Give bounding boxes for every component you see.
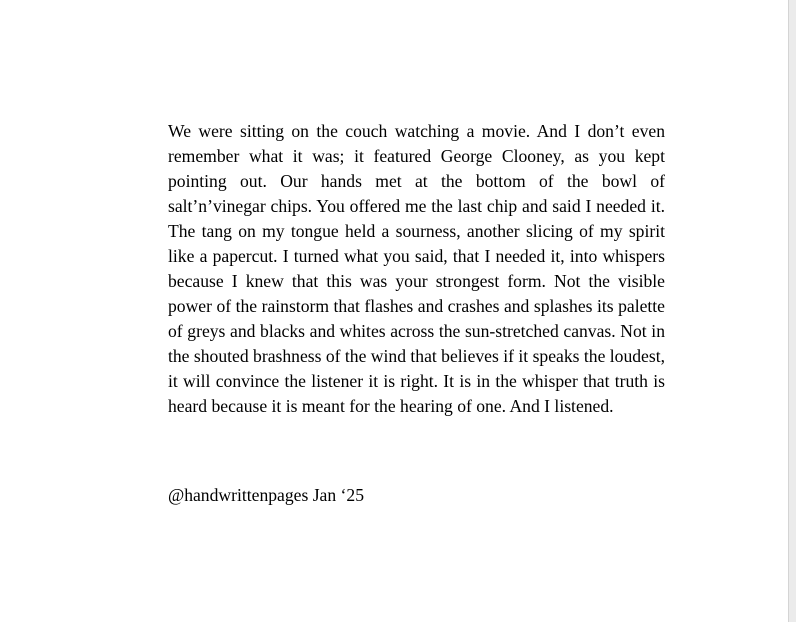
- window-edge: [788, 0, 796, 622]
- signature-line: @handwrittenpages Jan ‘25: [168, 485, 364, 505]
- body-paragraph: We were sitting on the couch watching a movie. And I don’t even remember what it was; it featured George Clooney, as you kept pointing out. Our hands met at the bottom of the bowl of salt’n’vinegar chips. You offered me the last chip and said I needed it. The tang on my tongue held a sourness, another slicing of my spirit like a papercut. I turned what you said, that I needed it, into whispers because I knew that this was your strongest form. Not the visible power of the rainstorm that flashes and crashes and splashes its palette of greys and blacks and whites across the sun-stretched canvas. Not in the shouted brashness of the wind that believes if it speaks the loudest, it will convince the listener it is right. It is in the whisper that truth is heard because it is meant for the hearing of one. And I listened.: [168, 121, 665, 416]
